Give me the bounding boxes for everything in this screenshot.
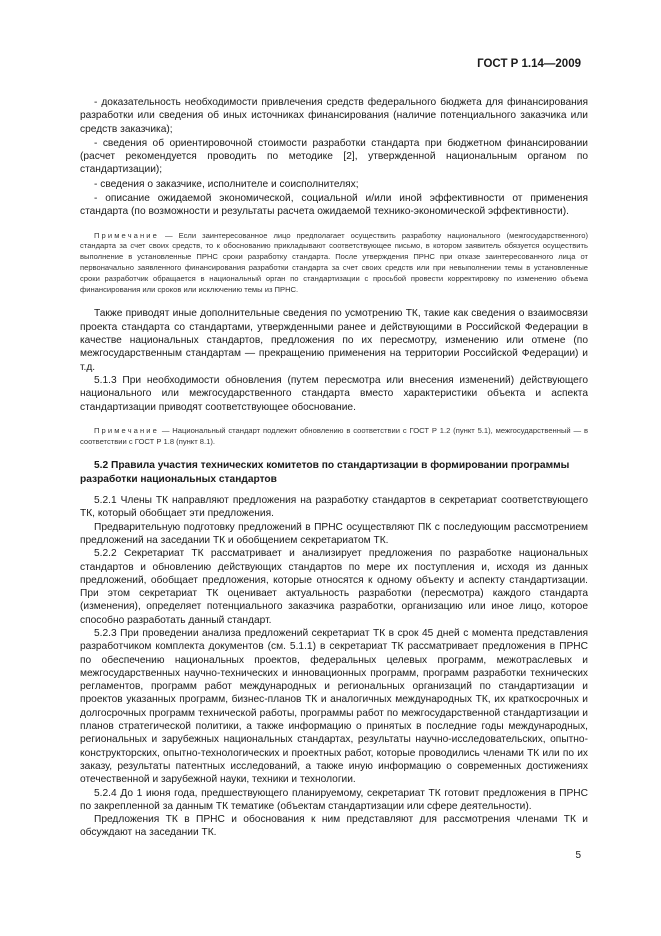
list-item: - сведения о заказчике, исполнителе и соисполнителях; — [94, 178, 359, 190]
paragraph-5-2-2: 5.2.2 Секретариат ТК рассматривает и анализирует предложения по разработке национальных стандартов и обновлению действующих стандартов по мере их поступления и, исходя из данных предложений, обобщает предложения, которые относятся к одному объекту и аспекту стандартизации. При этом секретариат ТК оценивает актуальность разработки (пересмотра) каждого стандарта (изменения), определяет потенциального заказчика разработки, организацию или иное лицо, которое способно разработать данный стандарт. — [80, 548, 588, 626]
paragraph-proposals: Предложения ТК в ПРНС и обоснования к ним представляют для рассмотрения членами ТК и обсуждают на заседании ТК. — [80, 814, 588, 839]
note-text: — Национальный стандарт подлежит обновлению в соответствии с ГОСТ Р 1.2 (пункт 5.1), межгосударственный — в соответствии с ГОСТ Р 1.8 (пункт 8.1). — [80, 425, 588, 446]
paragraph-5-2-3: 5.2.3 При проведении анализа предложений секретариат ТК в срок 45 дней с момента представления разработчиком комплекта документов (см. 5.1.1) в секретариат ТК рассматривает предложения в ПРНС по обеспечению национальных проектов, федеральных целевых программ, межотраслевых и межгосударственных научно-технических и инновационных программ, программ разработки технических регламентов, программ работ международных и региональных организаций по стандартизации и проектов указанных программ, бизнес-планов ТК и аналогичных международных ТК, их краткосрочных и долгосрочных программ технической работы, программы работ по межгосударственной стандартизации и планов стратегической политики, а также информацию о принятых в последние годы международных, региональных и зарубежных национальных стандартах, результаты научно-исследовательских, опытно-конструкторских, опытно-технологических и проектных работ, которые проводились членами ТК или по их заказу, результаты патентных исследований, а также иную информацию о современных достижениях отечественной и зарубежной науки, техники и технологии. — [80, 627, 588, 786]
section-heading-5-2: 5.2 Правила участия технических комитетов по стандартизации в формировании программы разработки национальных стандартов — [80, 460, 570, 485]
list-item: - описание ожидаемой экономической, социальной и/или иной эффективности от применения стандарта (по возможности и результаты расчета ожидаемой технико-экономической эффективности). — [80, 193, 588, 218]
note-text: — Если заинтересованное лицо предполагает осуществить разработку национального (межгосударственного) стандарта за счет своих средств, то к обоснованию прикладывают соответствующее письмо, в котором заявитель обязуется осуществить выполнение в установленные ПРНС сроки разработку стандарта. После утверждения ПРНС при отказе заинтересованного лица от первоначально заявленного финансирования разработки стандарта за счет своих средств или при невыполнении темы в установленные сроки разработчик обращается в национальный орган по стандартизации с просьбой провести корректировку по изменению объема финансирования или сроков или исключению темы из ПРНС. — [80, 230, 588, 294]
note-label: Примечание — [94, 425, 159, 435]
paragraph-5-2-1: 5.2.1 Члены ТК направляют предложения на разработку стандартов в секретариат соответствующего ТК, который обобщает эти предложения. — [80, 495, 588, 520]
page-number: 5 — [575, 850, 581, 861]
document-code-header: ГОСТ Р 1.14—2009 — [477, 58, 581, 70]
note-funding — [80, 231, 588, 296]
paragraph-5-2-4: 5.2.4 До 1 июня года, предшествующего планируемому, секретариат ТК готовит предложения в ПРНС по закрепленной за данным ТК тематике (объектам стандартизации или сфере деятельности). — [80, 787, 588, 812]
note-label: Примечание — [94, 230, 159, 240]
list-item: - сведения об ориентировочной стоимости разработки стандарта при бюджетном финансировании (расчет рекомендуется проводить по методике [2], утвержденной национальным органом по стандартизации); — [80, 137, 588, 176]
paragraph-additional-info: Также приводят иные дополнительные сведения по усмотрению ТК, такие как сведения о взаимосвязи проекта стандарта со стандартами, утвержденными ранее и действующими в Российской Федерации в качестве национальных стандартов, предложения по их пересмотру, изменению или отмене (по межгосударственным стандартам — прекращению применения на территории Российской Федерации) и т.д. — [80, 308, 588, 373]
note-update — [80, 426, 588, 448]
paragraph-5-1-3: 5.1.3 При необходимости обновления (путем пересмотра или внесения изменений) действующего национального или межгосударственного стандарта вместо характеристики объекта и аспекта стандартизации приводят соответствующее обоснование. — [80, 374, 588, 413]
paragraph-preliminary: Предварительную подготовку предложений в ПРНС осуществляют ПК с последующим рассмотрением предложений на заседании ТК и обобщением секретариатом ТК. — [80, 521, 588, 546]
page-content — [80, 96, 588, 840]
list-item: - доказательность необходимости привлечения средств федерального бюджета для финансирования разработки или сведения об иных источниках финансирования (наличие потенциального заказчика или средств заказчика); — [80, 97, 588, 135]
